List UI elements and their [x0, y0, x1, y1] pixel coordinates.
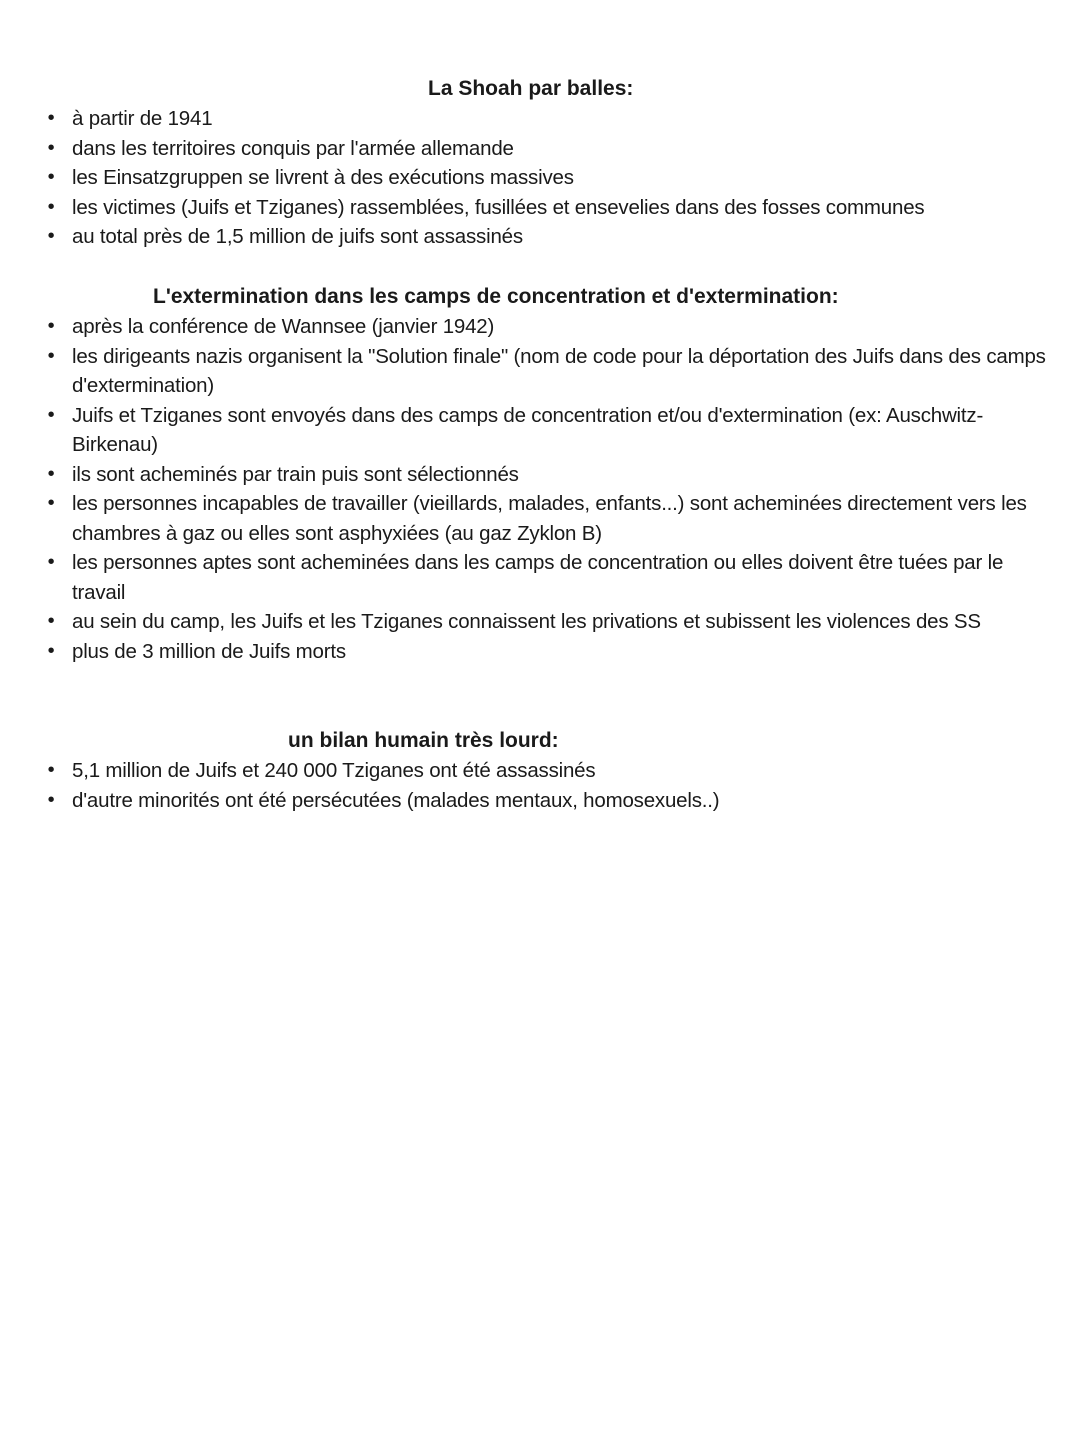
list-item-text: à partir de 1941	[72, 107, 213, 130]
list-item	[40, 548, 1050, 607]
bullet-icon: •	[47, 195, 55, 218]
list-item	[40, 312, 1050, 342]
list-item-text: après la conférence de Wannsee (janvier 1942)	[72, 315, 495, 338]
list-item-text: les victimes (Juifs et Tziganes) rassemblées, fusillées et ensevelies dans des fosses communes	[72, 195, 925, 219]
bullet-icon: •	[47, 403, 55, 426]
list-item-text: Juifs et Tziganes sont envoyés dans des camps de concentration et/ou d'extermination (ex: Auschwitz-Birkenau)	[72, 403, 984, 456]
bullet-list	[40, 756, 1050, 815]
section-shoah-par-balles	[40, 74, 1050, 252]
bullet-icon: •	[47, 759, 55, 781]
list-item	[40, 193, 1050, 223]
list-item	[40, 104, 1050, 134]
list-item	[40, 756, 1050, 786]
bullet-icon: •	[47, 344, 55, 367]
list-item	[40, 163, 1050, 193]
section-title: un bilan humain très lourd:	[288, 729, 559, 752]
list-item-text: les personnes incapables de travailler (vieillards, malades, enfants...) sont acheminées directement vers les chambres à gaz ou elles sont asphyxiées (au gaz Zyklon B)	[72, 492, 1027, 545]
list-item-text: plus de 3 million de Juifs morts	[72, 639, 346, 663]
list-item	[40, 460, 1050, 490]
list-item	[40, 607, 1050, 637]
list-item-text: les Einsatzgruppen se livrent à des exécutions massives	[72, 166, 574, 189]
list-item-text: ils sont acheminés par train puis sont sélectionnés	[72, 462, 519, 486]
bullet-icon: •	[47, 225, 55, 247]
bullet-icon: •	[47, 136, 55, 159]
list-item	[40, 786, 1050, 816]
section-title: La Shoah par balles:	[428, 77, 634, 100]
list-item	[40, 222, 1050, 252]
section-title: L'extermination dans les camps de concentration et d'extermination:	[153, 285, 839, 308]
bullet-icon: •	[47, 551, 55, 573]
list-item-text: au sein du camp, les Juifs et les Tziganes connaissent les privations et subissent les violences des SS	[72, 610, 981, 633]
list-item-text: les dirigeants nazis organisent la "Solution finale" (nom de code pour la déportation des Juifs dans des camps d'extermination)	[72, 344, 1046, 397]
bullet-list	[40, 312, 1050, 666]
list-item-text: dans les territoires conquis par l'armée allemande	[72, 136, 514, 160]
bullet-icon: •	[47, 788, 55, 811]
bullet-icon: •	[47, 462, 55, 485]
list-item-text: les personnes aptes sont acheminées dans les camps de concentration ou elles doivent être tuées par le travail	[72, 551, 1004, 604]
list-item	[40, 489, 1050, 548]
list-item-text: 5,1 million de Juifs et 240 000 Tziganes ont été assassinés	[72, 759, 596, 782]
list-item	[40, 342, 1050, 401]
bullet-icon: •	[47, 610, 55, 632]
list-item	[40, 637, 1050, 667]
bullet-icon: •	[47, 166, 55, 188]
section-bilan-humain	[40, 726, 1050, 815]
list-item-text: d'autre minorités ont été persécutées (malades mentaux, homosexuels..)	[72, 788, 720, 812]
bullet-list	[40, 104, 1050, 252]
section-extermination-camps	[40, 282, 1050, 666]
bullet-icon: •	[47, 492, 55, 514]
bullet-icon: •	[47, 315, 55, 337]
bullet-icon: •	[47, 639, 55, 662]
list-item	[40, 134, 1050, 164]
list-item-text: au total près de 1,5 million de juifs sont assassinés	[72, 225, 523, 248]
list-item	[40, 401, 1050, 460]
bullet-icon: •	[47, 107, 55, 129]
